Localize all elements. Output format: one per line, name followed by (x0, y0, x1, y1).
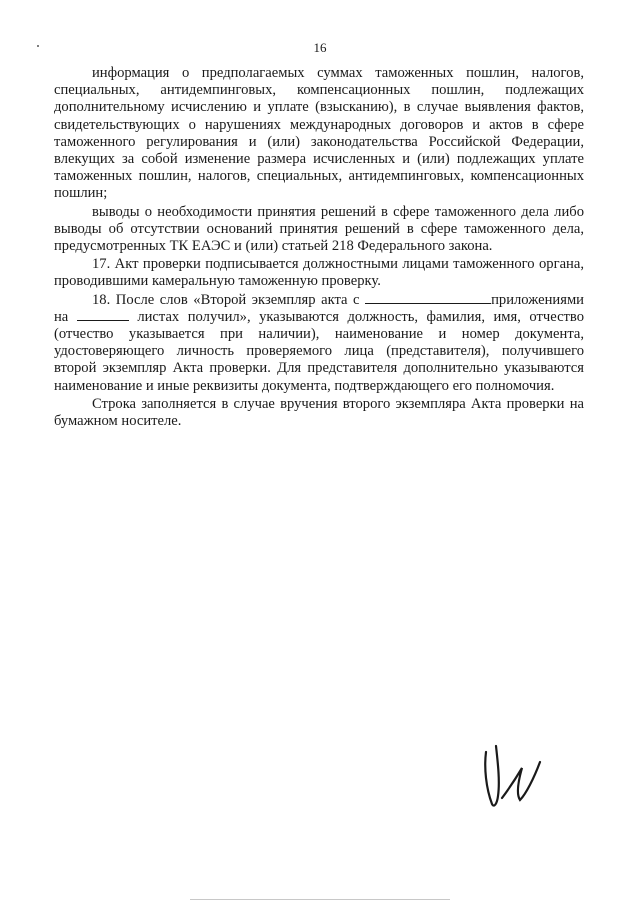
item-18-text-end: листах получил», указываются должность, фамилия, имя, отчество (отчество указывается при наличии), наименование и номер документа, удостоверяющего личность проверяемого лица (представителя), получившего второй экземпляр Акта проверки. Для представителя дополнительно указываются наименование и иные реквизиты документа, подтверждающего его полномочия. (54, 308, 585, 394)
item-18-text-middle: приложениями на (54, 291, 584, 325)
page-number: 16 (313, 40, 327, 55)
paragraph-footnote: Строка заполняется в случае вручения второго экземпляра Акта проверки на бумажном носителе. (54, 395, 584, 430)
paragraph-item-17: 17. Акт проверки подписывается должностными лицами таможенного органа, проводившими камеральную таможенную проверку. (54, 256, 584, 290)
blank-line-attachments (365, 292, 491, 304)
scan-edge-line (190, 899, 450, 900)
paragraph-conclusions: выводы о необходимости принятия решений в сфере таможенного дела либо выводы об отсутствии оснований принятия решений в сфере таможенного дела, предусмотренных ТК ЕАЭС и (или) статьей 218 Федерального закона. (54, 203, 584, 255)
document-body (54, 65, 584, 430)
blank-line-sheets (77, 309, 129, 321)
item-18-text-start: 18. После слов «Второй экземпляр акта с (92, 291, 366, 308)
paragraph-assessment-info: информация о предполагаемых суммах таможенных пошлин, налогов, специальных, антидемпинговых, компенсационных пошлин, подлежащих дополнительному исчислению и уплате (взысканию), в случае выявления фактов, свидетельствующих о нарушениях международных договоров и актов в сфере таможенного регулирования и (или) законодательства Российской Федерации, влекущих за собой изменение размера исчисленных и (или) подлежащих уплате таможенных пошлин, налогов, специальных, антидемпинговых, компенсационных пошлин; (54, 65, 584, 202)
handwritten-signature (478, 738, 548, 810)
paragraph-item-18 (54, 292, 584, 395)
